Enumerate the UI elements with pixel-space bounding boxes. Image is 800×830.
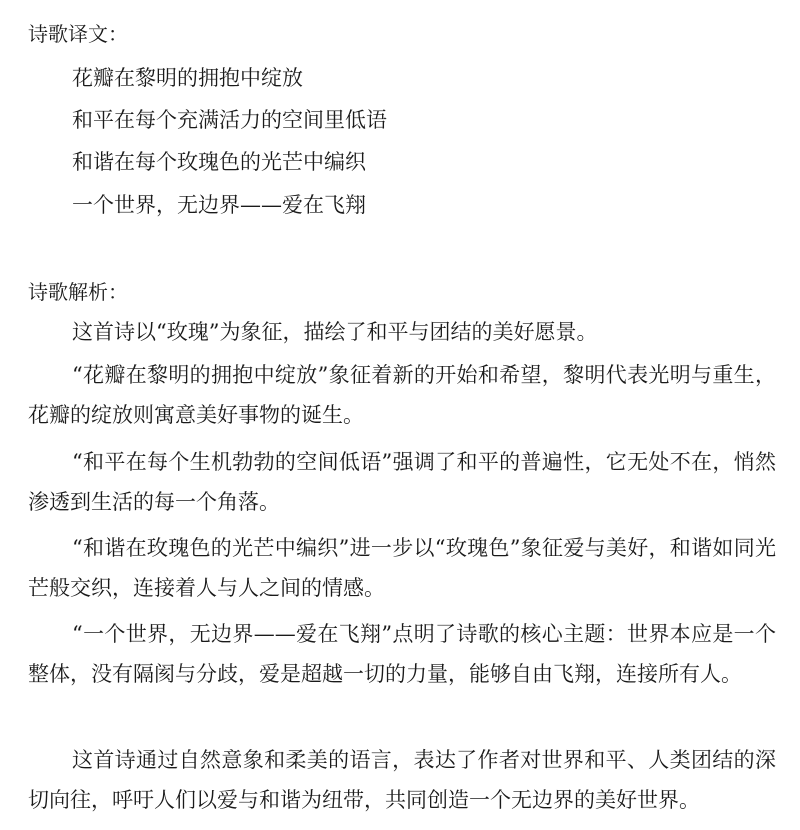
analysis-heading: 诗歌解析： — [28, 280, 128, 304]
poem-line-1: 花瓣在黎明的拥抱中绽放 — [72, 66, 303, 90]
analysis-paragraph-2: “花瓣在黎明的拥抱中绽放”象征着新的开始和希望，黎明代表光明与重生，花瓣的绽放则寓意美好事物的诞生。 — [28, 363, 776, 427]
analysis-paragraph-3: “和平在每个生机勃勃的空间低语”强调了和平的普遍性，它无处不在，悄然渗透到生活的每一个角落。 — [28, 450, 776, 514]
analysis-paragraph-6: 这首诗通过自然意象和柔美的语言，表达了作者对世界和平、人类团结的深切向往，呼吁人们以爱与和谐为纽带，共同创造一个无边界的美好世界。 — [28, 748, 776, 812]
analysis-paragraph-4: “和谐在玫瑰色的光芒中编织”进一步以“玫瑰色”象征爱与美好，和谐如同光芒般交织，连接着人与人之间的情感。 — [28, 536, 776, 600]
poem-line-2: 和平在每个充满活力的空间里低语 — [72, 108, 387, 132]
poem-line-3: 和谐在每个玫瑰色的光芒中编织 — [72, 150, 366, 174]
poem-line-4: 一个世界，无边界——爱在飞翔 — [72, 193, 366, 217]
analysis-paragraph-5: “一个世界，无边界——爱在飞翔”点明了诗歌的核心主题：世界本应是一个整体，没有隔阂与分歧，爱是超越一切的力量，能够自由飞翔，连接所有人。 — [28, 622, 776, 686]
translation-heading: 诗歌译文： — [28, 22, 128, 46]
analysis-paragraph-1: 这首诗以“玫瑰”为象征，描绘了和平与团结的美好愿景。 — [72, 320, 598, 344]
